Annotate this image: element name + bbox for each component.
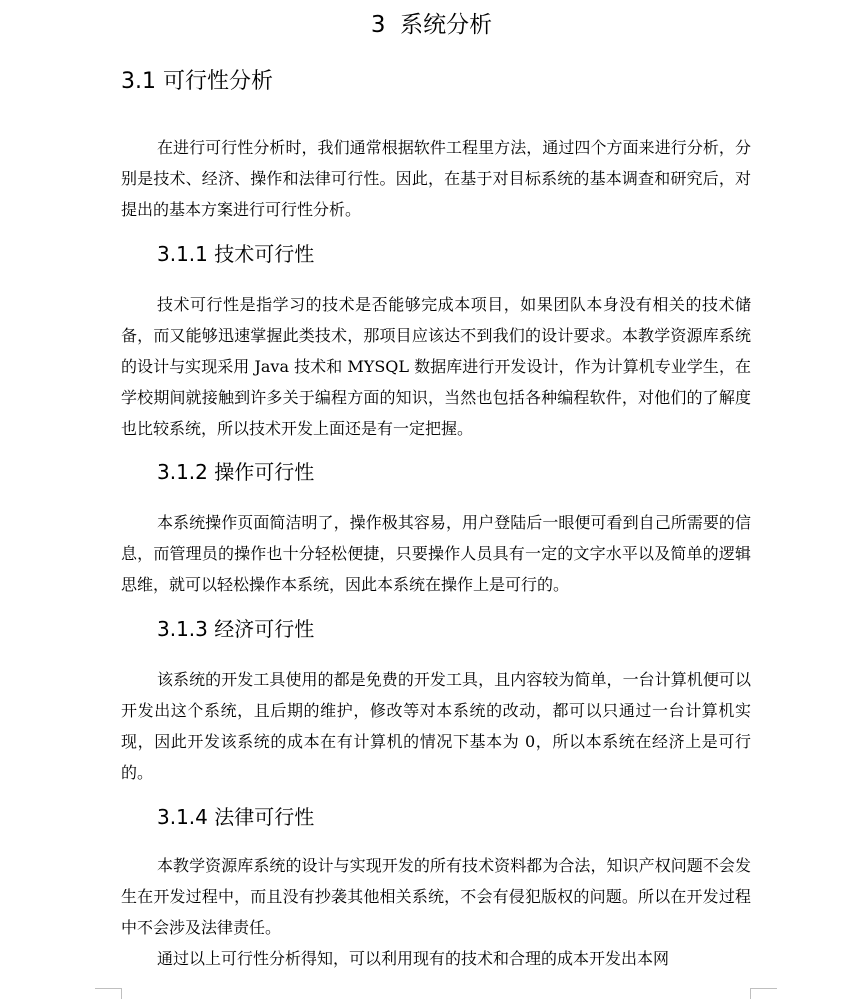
section-title: 3.1 可行性分析 xyxy=(121,69,273,94)
paragraph-technical: 技术可行性是指学习的技术是否能够完成本项目，如果团队本身没有相关的技术储备，而又能够迅速掌握此类技术，那项目应该达不到我们的设计要求。本教学资源库系统的设计与实现采用 Java 技术和 MYSQL 数据库进行开发设计，作为计算机专业学生，在学校期间就接触到许多关于编程方面的知识，当然也包括各种编程软件，对他们的了解度也比较系统，所以技术开发上面还是有一定把握。 xyxy=(121,295,751,438)
subsection-title-operational: 3.1.2 操作可行性 xyxy=(157,460,315,484)
paragraph-operational: 本系统操作页面简洁明了，操作极其容易，用户登陆后一眼便可看到自己所需要的信息，而管理员的操作也十分轻松便捷，只要操作人员具有一定的文字水平以及简单的逻辑思维，就可以轻松操作本系统，因此本系统在操作上是可行的。 xyxy=(121,513,751,594)
subsection-title-economic: 3.1.3 经济可行性 xyxy=(157,617,315,641)
subsection-title-legal: 3.1.4 法律可行性 xyxy=(157,805,315,829)
paragraph-legal: 本教学资源库系统的设计与实现开发的所有技术资料都为合法，知识产权问题不会发生在开发过程中，而且没有抄袭其他相关系统，不会有侵犯版权的问题。所以在开发过程中不会涉及法律责任。 xyxy=(121,856,751,937)
paragraph-conclusion: 通过以上可行性分析得知，可以利用现有的技术和合理的成本开发出本网 xyxy=(157,949,670,968)
chapter-title: 3 系统分析 xyxy=(370,12,493,38)
page-corner-mark-left xyxy=(95,988,122,999)
section-intro-paragraph: 在进行可行性分析时，我们通常根据软件工程里方法，通过四个方面来进行分析，分别是技术、经济、操作和法律可行性。因此，在基于对目标系统的基本调查和研究后，对提出的基本方案进行可行性分析。 xyxy=(121,138,751,219)
subsection-title-technical: 3.1.1 技术可行性 xyxy=(157,242,315,266)
paragraph-economic: 该系统的开发工具使用的都是免费的开发工具，且内容较为简单，一台计算机便可以开发出这个系统，且后期的维护，修改等对本系统的改动，都可以只通过一台计算机实现，因此开发该系统的成本在有计算机的情况下基本为 0，所以本系统在经济上是可行的。 xyxy=(121,670,751,782)
page-corner-mark-right xyxy=(750,988,777,999)
